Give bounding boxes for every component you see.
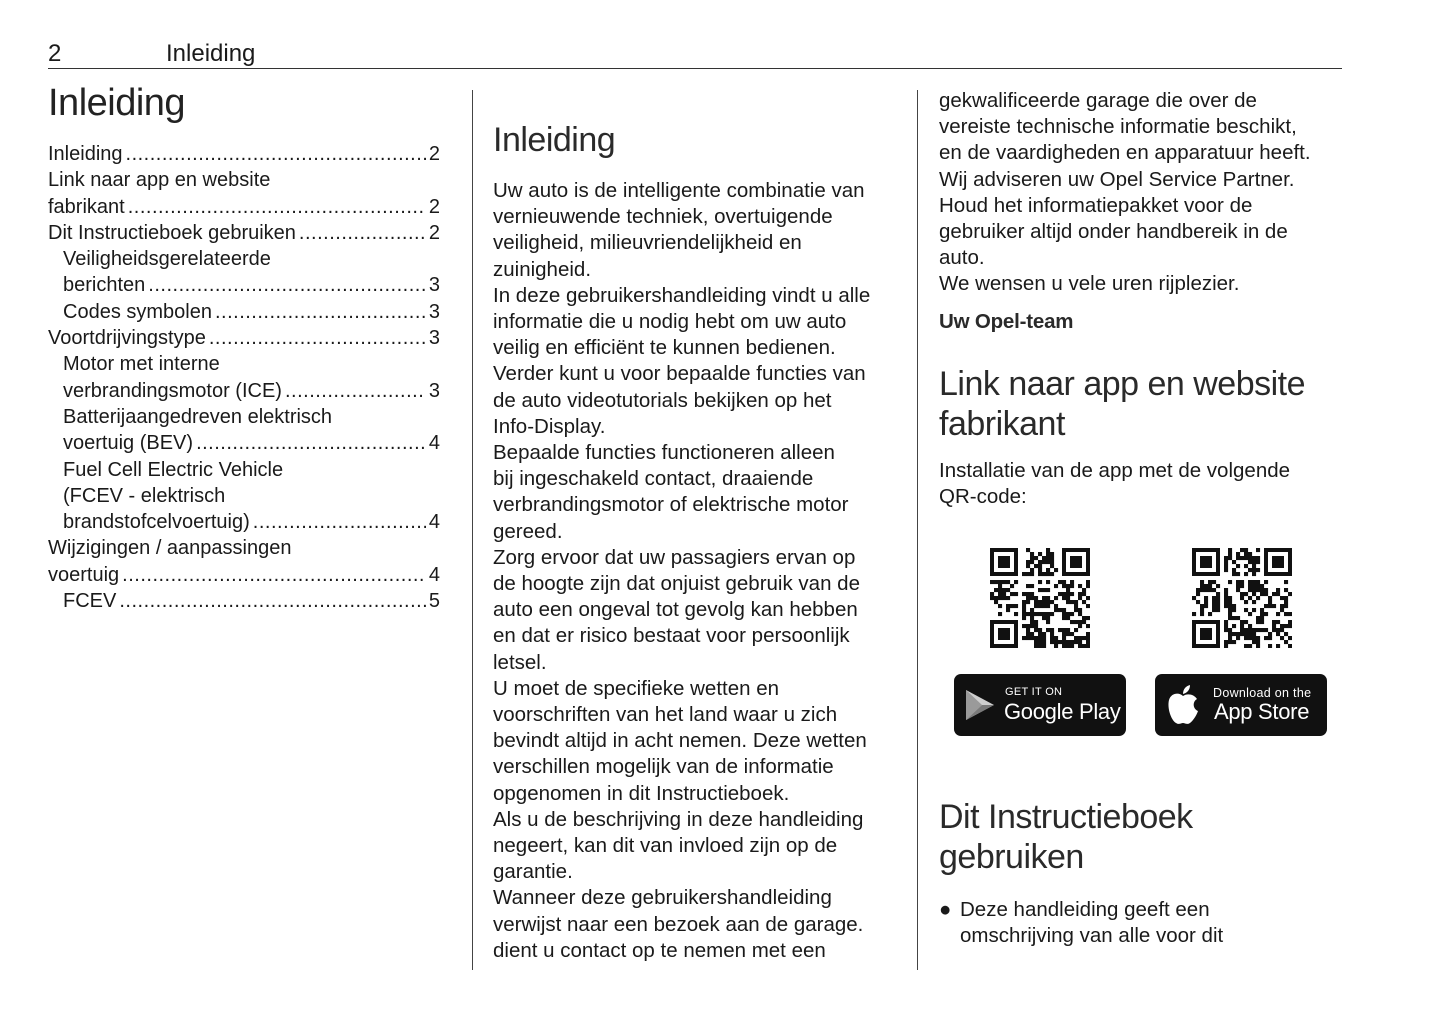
apple-badge-big-text: App Store bbox=[1214, 699, 1310, 724]
qr-codes bbox=[990, 548, 1300, 650]
toc-leader-dots bbox=[209, 325, 426, 351]
toc-leader-dots bbox=[122, 562, 426, 588]
body-line: de hoogte zijn dat onjuist gebruik van de bbox=[493, 572, 860, 596]
body-line: U moet de specifieke wetten en bbox=[493, 676, 780, 700]
toc-entry[interactable] bbox=[48, 220, 440, 246]
google-play-badge[interactable] bbox=[954, 674, 1126, 736]
body-line: veiligheid, milieuvriendelijkheid en bbox=[493, 231, 802, 255]
toc-entry-line: Link naar app en website bbox=[48, 169, 271, 192]
right-column bbox=[939, 88, 1339, 510]
body-line: omschrijving van alle voor dit bbox=[960, 924, 1224, 948]
body-line: Deze handleiding geeft een bbox=[960, 898, 1210, 921]
table-of-contents bbox=[48, 82, 440, 614]
toc-page-number: 2 bbox=[428, 195, 440, 218]
intro-column bbox=[493, 120, 903, 964]
body-line: en de vaardigheden en apparatuur heeft. bbox=[939, 141, 1311, 165]
body-line: We wensen u vele uren rijplezier. bbox=[939, 272, 1240, 296]
toc-entry-title: verbrandingsmotor (ICE) bbox=[63, 379, 282, 402]
app-store-badge[interactable] bbox=[1155, 674, 1327, 736]
body-line: verwijst naar een bezoek aan de garage. bbox=[493, 912, 864, 936]
toc-leader-dots bbox=[126, 141, 426, 167]
toc-entry-title: berichten bbox=[63, 274, 146, 297]
toc-entry-title: Voortdrijvingstype bbox=[48, 327, 206, 350]
chapter-title: Inleiding bbox=[48, 82, 186, 124]
qr-code-app-store[interactable] bbox=[1192, 548, 1292, 648]
bullet-text bbox=[960, 897, 1339, 949]
google-badge-small-text: GET IT ON bbox=[1005, 686, 1063, 698]
toc-entry[interactable] bbox=[48, 351, 440, 404]
qr-code-google-play[interactable] bbox=[990, 548, 1090, 648]
intro-body-text bbox=[493, 178, 903, 964]
body-line: Bepaalde functies functioneren alleen bbox=[493, 441, 835, 465]
section-heading-instructieboek bbox=[939, 797, 1339, 877]
body-line: verschillen mogelijk van de informatie bbox=[493, 755, 834, 779]
toc-leader-dots bbox=[119, 588, 426, 614]
body-line: informatie die u nodig hebt om uw auto bbox=[493, 310, 847, 334]
body-line: negeert, kan dit van invloed zijn op de bbox=[493, 834, 838, 858]
body-line: Zorg ervoor dat uw passagiers ervan op bbox=[493, 545, 856, 569]
body-line: opgenomen in dit Instructieboek. bbox=[493, 781, 790, 805]
body-line: Uw auto is de intelligente combinatie van bbox=[493, 179, 865, 202]
toc-page-number: 4 bbox=[428, 432, 440, 455]
body-line: veilig en efficiënt te kunnen bedienen. bbox=[493, 336, 836, 360]
heading-line: Dit Instructieboek bbox=[939, 798, 1193, 836]
toc-entry-line: Batterijaangedreven elektrisch bbox=[63, 405, 333, 428]
toc-entry-line: Motor met interne bbox=[63, 353, 220, 376]
toc-leader-dots bbox=[215, 299, 426, 325]
body-line: gekwalificeerde garage die over de bbox=[939, 89, 1257, 112]
toc-entry[interactable] bbox=[48, 588, 440, 614]
body-line: bij ingeschakeld contact, draaiende bbox=[493, 467, 814, 491]
body-line: verbrandingsmotor of elektrische motor bbox=[493, 493, 849, 517]
toc-leader-dots bbox=[299, 220, 426, 246]
running-section-title: Inleiding bbox=[166, 40, 256, 67]
signature: Uw Opel-team bbox=[939, 309, 1074, 333]
body-line: auto een ongeval tot gevolg kan hebben bbox=[493, 598, 858, 622]
body-line: Als u de beschrijving in deze handleiding bbox=[493, 807, 864, 831]
body-line: bevindt altijd in acht nemen. Deze wetten bbox=[493, 729, 867, 753]
heading-line: Link naar app en website bbox=[939, 364, 1306, 403]
section-heading-link-app bbox=[939, 364, 1339, 444]
toc-entry-line: Wijzigingen / aanpassingen bbox=[48, 537, 292, 560]
body-line: letsel. bbox=[493, 650, 547, 674]
toc-entry[interactable] bbox=[48, 325, 440, 351]
body-line: voorschriften van het land waar u zich bbox=[493, 703, 838, 727]
body-line: Installatie van de app met de volgende bbox=[939, 458, 1291, 482]
toc-leader-dots bbox=[196, 430, 426, 456]
body-line: In deze gebruikershandleiding vindt u alle bbox=[493, 283, 871, 307]
toc-page-number: 2 bbox=[428, 143, 440, 165]
continued-text bbox=[939, 88, 1339, 298]
toc-entry-line: Veiligheidsgerelateerde bbox=[63, 248, 271, 271]
toc-entry-title: FCEV bbox=[63, 590, 117, 613]
toc-page-number: 5 bbox=[428, 590, 440, 613]
toc-leader-dots bbox=[148, 272, 426, 298]
toc-entry-title: brandstofcelvoertuig) bbox=[63, 511, 250, 534]
body-line: gereed. bbox=[493, 519, 563, 543]
toc-leader-dots bbox=[253, 509, 426, 535]
toc-entry[interactable] bbox=[48, 246, 440, 299]
toc-page-number: 3 bbox=[428, 327, 440, 350]
body-line: Info-Display. bbox=[493, 414, 606, 438]
toc-entry-title: voertuig bbox=[48, 563, 120, 586]
body-line: gebruiker altijd onder handbereik in de bbox=[939, 220, 1288, 244]
toc-entry-line: Fuel Cell Electric Vehicle bbox=[63, 458, 284, 481]
section-heading-inleiding: Inleiding bbox=[493, 121, 616, 159]
page-number: 2 bbox=[48, 40, 62, 67]
body-line: QR-code: bbox=[939, 484, 1027, 508]
toc-leader-dots bbox=[128, 194, 426, 220]
app-install-text bbox=[939, 458, 1339, 510]
apple-icon bbox=[1165, 683, 1201, 727]
body-line: dient u contact op te nemen met een bbox=[493, 938, 826, 962]
toc-entry-title: Dit Instructieboek gebruiken bbox=[48, 221, 296, 244]
google-badge-big-text: Google Play bbox=[1004, 699, 1121, 724]
instructieboek-section bbox=[939, 797, 1339, 949]
body-line: Houd het informatiepakket voor de bbox=[939, 193, 1253, 217]
toc-entry-line: (FCEV - elektrisch bbox=[63, 484, 226, 507]
toc-entry-title: voertuig (BEV) bbox=[63, 432, 194, 455]
heading-line: gebruiken bbox=[939, 838, 1084, 876]
column-divider bbox=[917, 90, 918, 970]
column-divider bbox=[472, 90, 473, 970]
body-line: Verder kunt u voor bepaalde functies van bbox=[493, 362, 866, 386]
bullet-icon: ● bbox=[939, 898, 952, 921]
google-play-icon bbox=[964, 688, 996, 722]
toc-page-number: 4 bbox=[428, 511, 440, 534]
toc-entry-title: Inleiding bbox=[48, 143, 123, 165]
toc-entry[interactable] bbox=[48, 141, 440, 167]
body-line: garantie. bbox=[493, 860, 573, 884]
toc-page-number: 2 bbox=[428, 221, 440, 244]
toc-entry[interactable] bbox=[48, 457, 440, 536]
toc-entry[interactable] bbox=[48, 299, 440, 325]
toc-page-number: 3 bbox=[428, 379, 440, 402]
toc-entry-title: fabrikant bbox=[48, 195, 125, 218]
body-line: en dat er risico bestaat voor persoonlijk bbox=[493, 624, 850, 648]
toc-entry[interactable] bbox=[48, 404, 440, 457]
body-line: vereiste technische informatie beschikt, bbox=[939, 115, 1297, 139]
body-line: de auto videotutorials bekijken op het bbox=[493, 388, 832, 412]
body-line: vernieuwende techniek, overtuigende bbox=[493, 205, 833, 229]
body-line: Wanneer deze gebruikershandleiding bbox=[493, 886, 832, 910]
toc-page-number: 4 bbox=[428, 563, 440, 586]
toc-page-number: 3 bbox=[428, 274, 440, 297]
toc-entry[interactable] bbox=[48, 535, 440, 588]
body-line: zuinigheid. bbox=[493, 257, 592, 281]
toc-page-number: 3 bbox=[428, 300, 440, 323]
apple-badge-small-text: Download on the bbox=[1213, 686, 1312, 700]
toc-entry-title: Codes symbolen bbox=[63, 300, 212, 323]
toc-entry[interactable] bbox=[48, 167, 440, 220]
heading-line: fabrikant bbox=[939, 404, 1065, 443]
body-line: Wij adviseren uw Opel Service Partner. bbox=[939, 167, 1295, 191]
bullet-item bbox=[939, 897, 1339, 949]
body-line: auto. bbox=[939, 246, 985, 270]
toc-leader-dots bbox=[285, 378, 426, 404]
toc-list bbox=[48, 141, 440, 614]
running-header bbox=[48, 40, 1342, 69]
